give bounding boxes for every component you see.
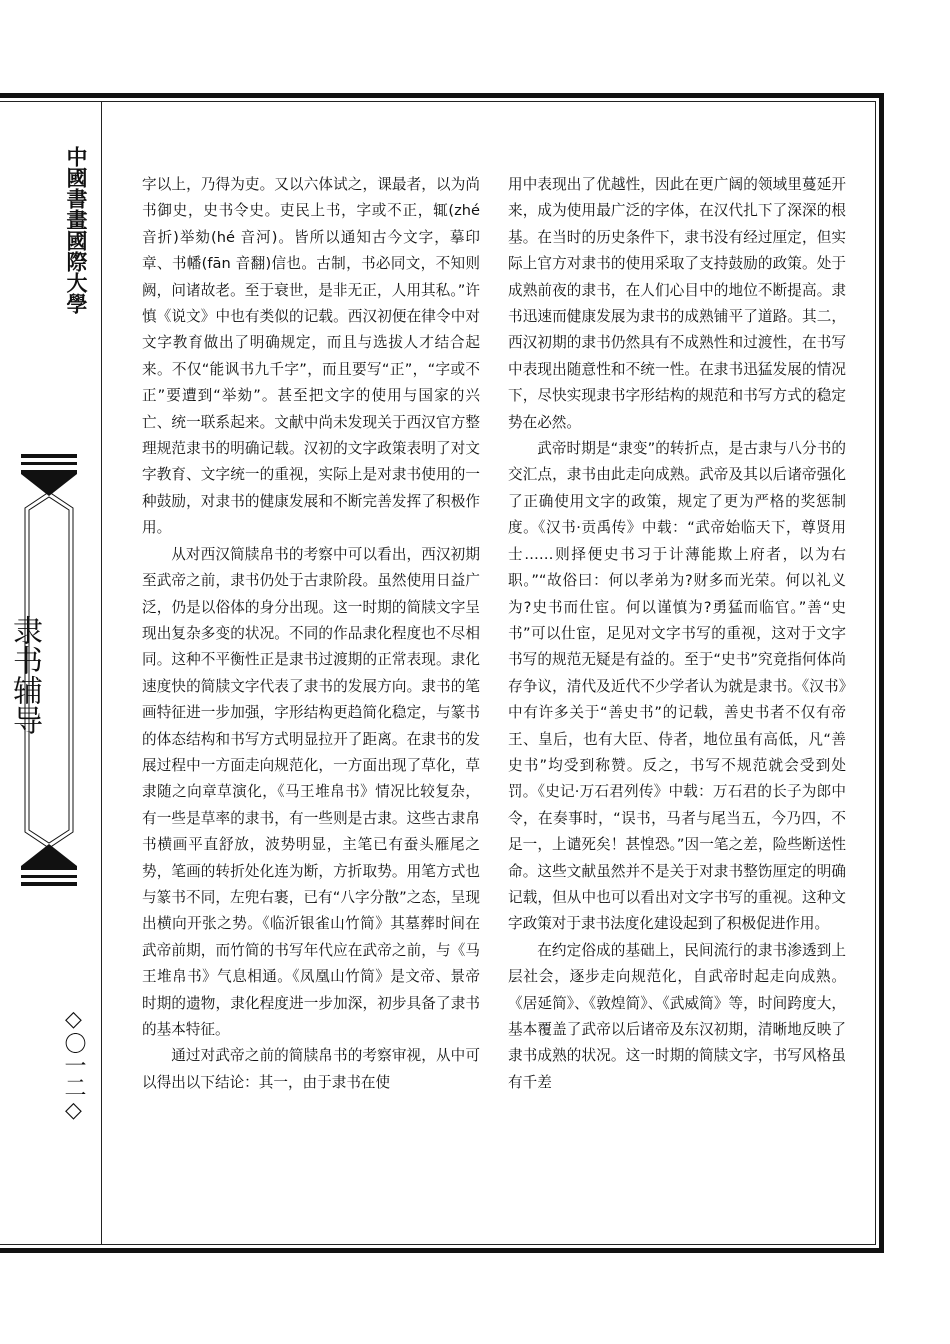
ornament-top-cap: [21, 454, 77, 496]
university-title: 中國書畫國際大學: [64, 146, 88, 314]
paragraph: 字以上，乃得为吏。又以六体试之，课最者，以为尚书御史，史书令史。吏民上书，字或不正，辄(zhé 音折)举劾(hé 音河)。皆所以通知古今文字，摹印章、书幡(fān 音翻)信也。古制，书必同文，不知则阙，问诸故老。至于衰世，是非无正，人用其私。”许慎《说文》中也有类似的记载。西汉初便在律令中对文字教育做出了明确规定，而且与选拔人才结合起来。不仅“能讽书九千字”，而且要写“正”，“字或不正”要遭到“举劾”。甚至把文字的使用与国家的兴亡、统一联系起来。文献中尚未发现关于西汉官方整理规范隶书的明确记载。汉初的文字政策表明了对文字教育、文字统一的重视，实际上是对隶书使用的一种鼓励，对隶书的健康发展和不断完善发挥了积极作用。: [142, 176, 480, 537]
section-title: 隶书辅导: [7, 615, 42, 735]
paragraph: 通过对武帝之前的简牍帛书的考察审视，从中可以得出以下结论：其一，由于隶书在使: [142, 1047, 480, 1091]
sidebar-divider: [101, 101, 102, 1245]
paragraph: 用中表现出了优越性，因此在更广阔的领域里蔓延开来，成为使用最广泛的字体，在汉代扎下了深深的根基。在当时的历史条件下，隶书没有经过厘定，但实际上官方对隶书的使用采取了支持鼓励的政策。处于成熟前夜的隶书，在人们心目中的地位不断提高。隶书迅速而健康发展为隶书的成熟铺平了道路。其二，西汉初期的隶书仍然具有不成熟性和过渡性，在书写中表现出随意性和不统一性。在隶书迅猛发展的情况下，尽快实现隶书字形结构的规范和书写方式的稳定势在必然。: [508, 176, 846, 431]
right-column: [508, 172, 846, 1096]
left-column: [142, 172, 480, 1096]
paragraph: 从对西汉简牍帛书的考察中可以看出，西汉初期至武帝之前，隶书仍处于古隶阶段。虽然使用日益广泛，仍是以俗体的身分出现。这一时期的简牍文字呈现出复杂多变的状况。不同的作品隶化程度也不尽相同。这种不平衡性正是隶书过渡期的正常表现。隶化速度快的简牍文字代表了隶书的发展方向。隶书的笔画特征进一步加强，字形结构更趋简化稳定，与篆书的体态结构和书写方式明显拉开了距离。在隶书的发展过程中一方面走向规范化，一方面出现了草化，草隶随之向章草演化，《马王堆帛书》情况比较复杂，有一些是草率的隶书，有一些则是古隶。这些古隶帛书横画平直舒放，波势明显，主笔已有蚕头雁尾之势，笔画的转折处化连为断，方折取势。用笔方式也与篆书不同，左兜右裹，已有“八字分散”之态，呈现出横向开张之势。《临沂银雀山竹简》其墓葬时间在武帝前期，而竹简的书写年代应在武帝之前，与《马王堆帛书》气息相通。《凤凰山竹简》是文帝、景帝时期的遗物，隶化程度进一步加深，初步具备了隶书的基本特征。: [142, 545, 480, 1038]
page-number: ◇〇一二◇: [61, 1007, 86, 1123]
paragraph: 在约定俗成的基础上，民间流行的隶书渗透到上层社会，逐步走向规范化，自武帝时起走向成熟。《居延简》、《敦煌简》、《武威简》等，时间跨度大，基本覆盖了武帝以后诸帝及东汉初期，清晰地反映了隶书成熟的状况。这一时期的简牍文字，书写风格虽有千差: [508, 941, 846, 1091]
ornament-bottom-cap: [21, 844, 77, 886]
paragraph: 武帝时期是“隶变”的转折点，是古隶与八分书的交汇点，隶书由此走向成熟。武帝及其以后诸帝强化了正确使用文字的政策，规定了更为严格的奖惩制度。《汉书·贡禹传》中载：“武帝始临天下，尊贤用士……则择便史书习于计薄能欺上府者，以为右职。”“故俗曰：何以孝弟为?财多而光荣。何以礼义为?史书而仕宦。何以谨慎为?勇猛而临官。”善“史书”可以仕宦，足见对文字书写的重视，这对于文字书写的规范无疑是有益的。至于“史书”究竟指何体尚存争议，清代及近代不少学者认为就是隶书。《汉书》中有许多关于“善史书”的记载，善史书者不仅有帝王、皇后，也有大臣、侍者，地位虽有高低，凡“善史书”均受到称赞。反之，书写不规范就会受到处罚。《史记·万石君列传》中载：万石君的长子为郎中令，在奏事时，“误书，马者与尾当五，今乃四，不足一，上谴死矣！甚惶恐。”因一笔之差，险些断送性命。这些文献虽然并不是关于对隶书整饬厘定的明确记载，但从中也可以看出对文字书写的重视。这种文字政策对于隶书法度化建设起到了积极促进作用。: [508, 440, 846, 933]
